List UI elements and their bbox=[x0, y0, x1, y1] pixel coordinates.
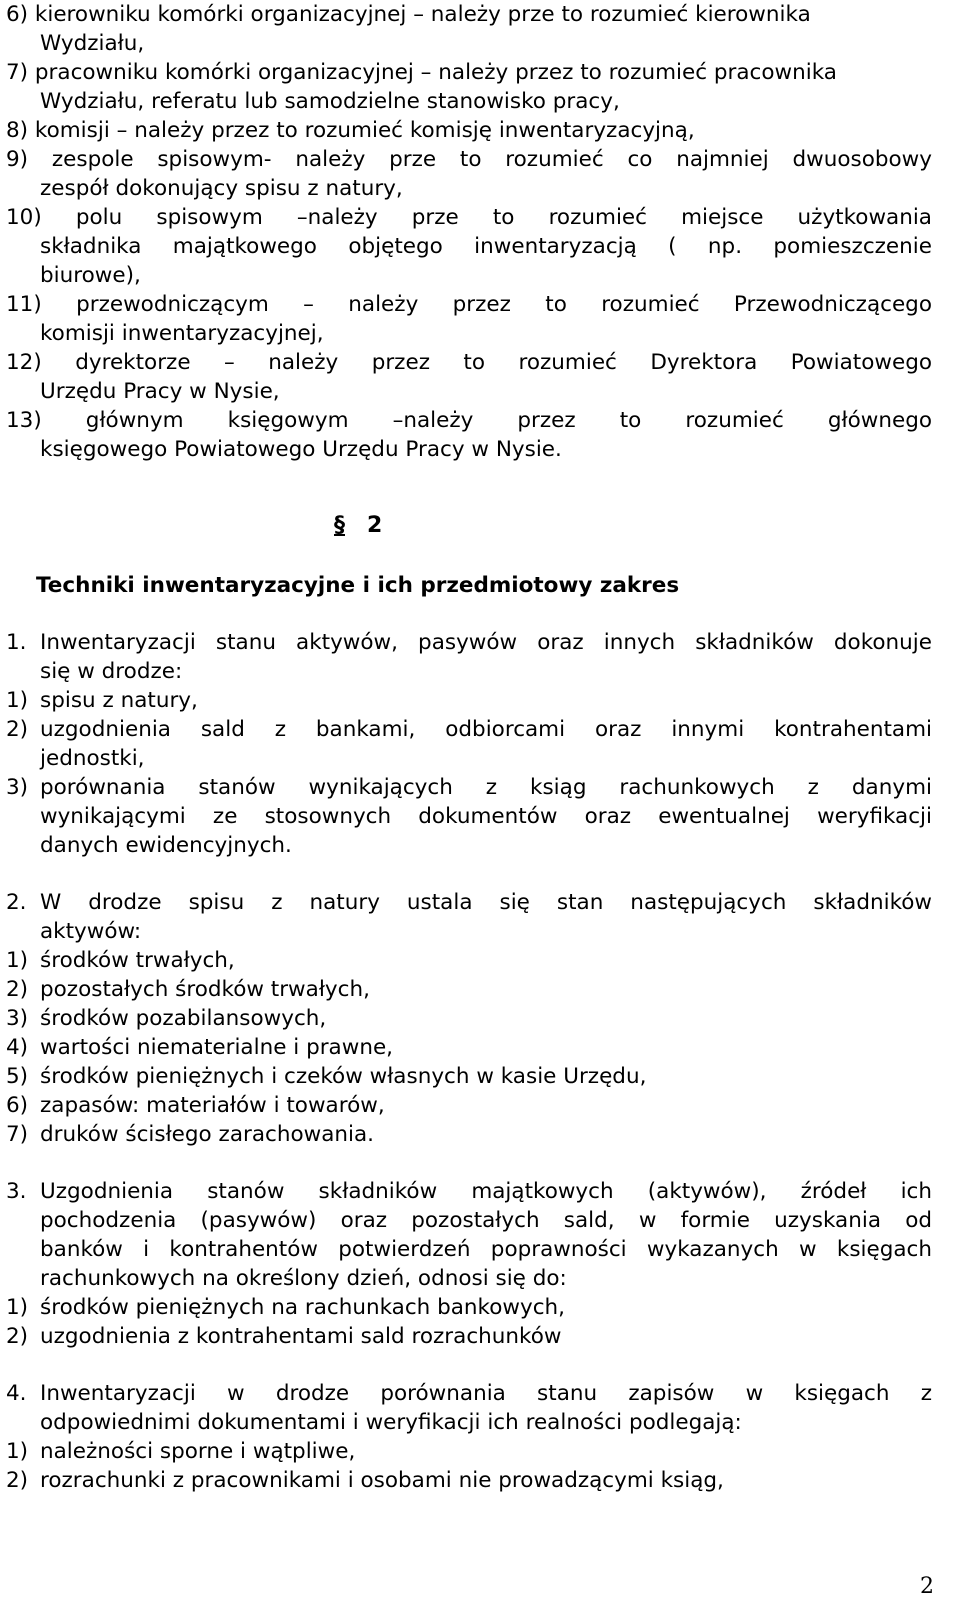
point-4 bbox=[6, 1379, 932, 1495]
point-2-item-7: druków ścisłego zarachowania. bbox=[40, 1122, 374, 1147]
definition-10-line-2: składnika majątkowego objętego inwentaryzacją ( np. pomieszczenie bbox=[40, 234, 932, 259]
definition-12-line-2: Urzędu Pracy w Nysie, bbox=[40, 379, 280, 404]
point-2-item-1: środków trwałych, bbox=[40, 948, 235, 973]
definition-7-line-2: Wydziału, referatu lub samodzielne stanowisko pracy, bbox=[40, 89, 620, 114]
point-1-item-number: 3) bbox=[6, 775, 29, 800]
techniques-body bbox=[6, 628, 932, 1495]
point-2-item-number: 3) bbox=[6, 1006, 29, 1031]
section-heading: Techniki inwentaryzacyjne i ich przedmiotowy zakres bbox=[36, 573, 680, 598]
definition-9-line-1: 9) zespole spisowym- należy prze to rozumieć co najmniej dwuosobowy bbox=[6, 147, 932, 172]
section-symbol: § bbox=[334, 513, 345, 538]
definition-10-line-1: 10) polu spisowym –należy prze to rozumieć miejsce użytkowania bbox=[6, 205, 932, 230]
point-4-item-number: 1) bbox=[6, 1439, 29, 1464]
point-4-item-2: rozrachunki z pracownikami i osobami nie prowadzącymi ksiąg, bbox=[40, 1468, 724, 1493]
definition-8-line-1: 8) komisji – należy przez to rozumieć komisję inwentaryzacyjną, bbox=[6, 118, 695, 143]
point-3-number: 3. bbox=[6, 1179, 27, 1204]
definition-9-line-2: zespół dokonujący spisu z natury, bbox=[40, 176, 403, 201]
point-3-item-1: środków pieniężnych na rachunkach bankowych, bbox=[40, 1295, 565, 1320]
point-2-line-1: W drodze spisu z natury ustala się stan następujących składników bbox=[40, 890, 932, 915]
definition-6-line-2: Wydziału, bbox=[40, 31, 145, 56]
point-2-item-number: 4) bbox=[6, 1035, 29, 1060]
point-4-item-1: należności sporne i wątpliwe, bbox=[40, 1439, 356, 1464]
point-2-line-2: aktywów: bbox=[40, 919, 142, 944]
section-number: 2 bbox=[367, 513, 383, 538]
point-1-item-3-line-3: danych ewidencyjnych. bbox=[40, 833, 292, 858]
point-1-item-2-line-1: uzgodnienia sald z bankami, odbiorcami oraz innymi kontrahentami bbox=[40, 717, 932, 742]
point-2-item-3: środków pozabilansowych, bbox=[40, 1006, 327, 1031]
point-2-item-number: 7) bbox=[6, 1122, 29, 1147]
point-4-item-number: 2) bbox=[6, 1468, 29, 1493]
definition-6-line-1: 6) kierowniku komórki organizacyjnej – należy prze to rozumieć kierownika bbox=[6, 2, 811, 27]
definition-13-line-2: księgowego Powiatowego Urzędu Pracy w Nysie. bbox=[40, 437, 562, 462]
point-3-item-2: uzgodnienia z kontrahentami sald rozrachunków bbox=[40, 1324, 562, 1349]
point-1-item-number: 2) bbox=[6, 717, 29, 742]
point-1 bbox=[6, 628, 932, 860]
document-body bbox=[6, 0, 932, 464]
point-1-line-1: Inwentaryzacji stanu aktywów, pasywów oraz innych składników dokonuje bbox=[40, 630, 932, 655]
point-3-line-2: pochodzenia (pasywów) oraz pozostałych sald, w formie uzyskania od bbox=[40, 1208, 932, 1233]
point-4-number: 4. bbox=[6, 1381, 27, 1406]
point-3-line-1: Uzgodnienia stanów składników majątkowych (aktywów), źródeł ich bbox=[40, 1179, 932, 1204]
point-2-item-number: 2) bbox=[6, 977, 29, 1002]
section-marker bbox=[334, 511, 382, 540]
point-4-line-1: Inwentaryzacji w drodze porównania stanu zapisów w księgach z bbox=[40, 1381, 932, 1406]
point-2-item-number: 1) bbox=[6, 948, 29, 973]
point-2-item-2: pozostałych środków trwałych, bbox=[40, 977, 370, 1002]
point-3-item-number: 1) bbox=[6, 1295, 29, 1320]
point-1-item-1: spisu z natury, bbox=[40, 688, 198, 713]
definition-12-line-1: 12) dyrektorze – należy przez to rozumieć Dyrektora Powiatowego bbox=[6, 350, 932, 375]
definition-7-line-1: 7) pracowniku komórki organizacyjnej – należy przez to rozumieć pracownika bbox=[6, 60, 837, 85]
point-2-item-4: wartości niematerialne i prawne, bbox=[40, 1035, 394, 1060]
point-1-item-3-line-2: wynikającymi ze stosownych dokumentów oraz ewentualnej weryfikacji bbox=[40, 804, 932, 829]
definition-11-line-1: 11) przewodniczącym – należy przez to rozumieć Przewodniczącego bbox=[6, 292, 932, 317]
point-1-item-number: 1) bbox=[6, 688, 29, 713]
point-4-line-2: odpowiednimi dokumentami i weryfikacji ich realności podlegają: bbox=[40, 1410, 742, 1435]
point-2-item-5: środków pieniężnych i czeków własnych w kasie Urzędu, bbox=[40, 1064, 647, 1089]
point-2-number: 2. bbox=[6, 890, 27, 915]
point-3-line-3: banków i kontrahentów potwierdzeń poprawności wykazanych w księgach bbox=[40, 1237, 932, 1262]
point-3-line-4: rachunkowych na określony dzień, odnosi się do: bbox=[40, 1266, 567, 1291]
point-3-item-number: 2) bbox=[6, 1324, 29, 1349]
definition-10-line-3: biurowe), bbox=[40, 263, 141, 288]
point-1-number: 1. bbox=[6, 630, 27, 655]
point-1-item-3-line-1: porównania stanów wynikających z ksiąg rachunkowych z danymi bbox=[40, 775, 932, 800]
definition-13-line-1: 13) głównym księgowym –należy przez to rozumieć głównego bbox=[6, 408, 932, 433]
point-3 bbox=[6, 1177, 932, 1351]
definition-list bbox=[6, 0, 932, 464]
point-2-item-number: 6) bbox=[6, 1093, 29, 1118]
definition-11-line-2: komisji inwentaryzacyjnej, bbox=[40, 321, 324, 346]
point-2-item-6: zapasów: materiałów i towarów, bbox=[40, 1093, 385, 1118]
point-2 bbox=[6, 888, 932, 1149]
point-1-line-2: się w drodze: bbox=[40, 659, 183, 684]
point-1-item-2-line-2: jednostki, bbox=[40, 746, 145, 771]
page-number: 2 bbox=[920, 1574, 934, 1599]
point-2-item-number: 5) bbox=[6, 1064, 29, 1089]
